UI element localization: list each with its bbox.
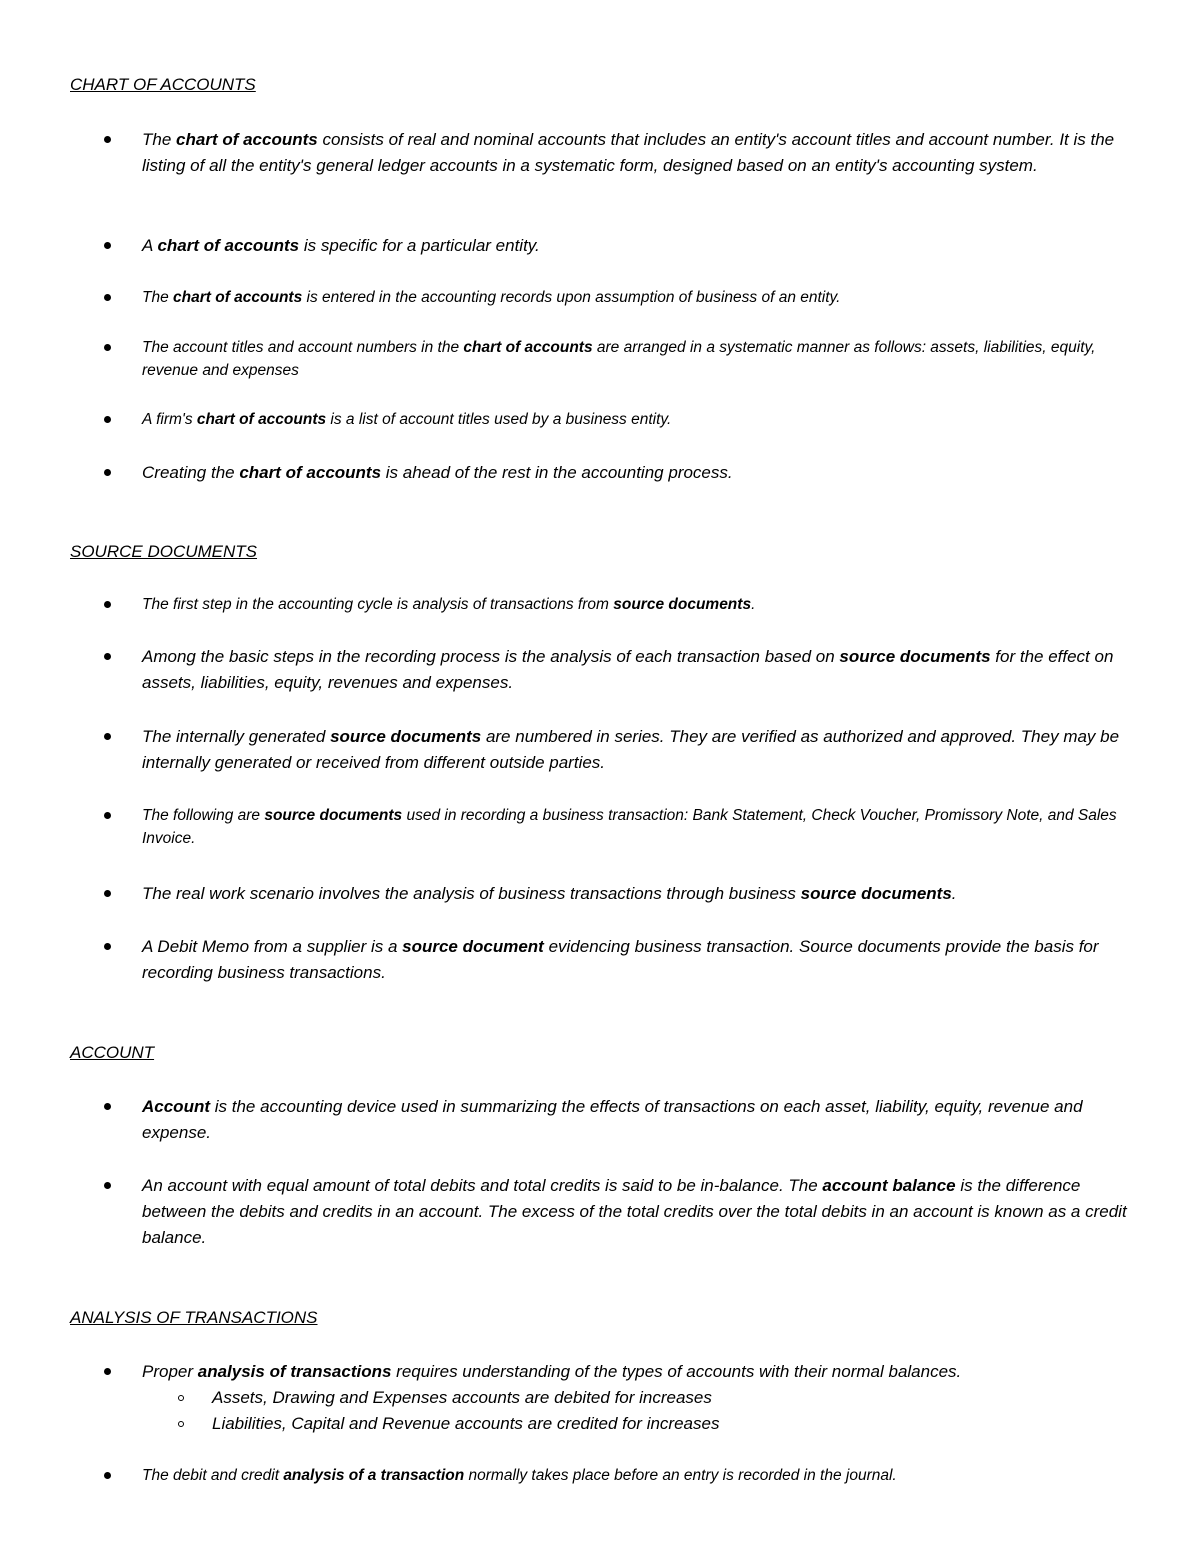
list-item: A chart of accounts is specific for a particular entity. [142, 236, 540, 255]
list-item: The internally generated source documents are numbered in series. They are verified as authorized and approved. They may be internally generated or received from different outside parties. [142, 727, 1120, 772]
circle-bullet-icon [178, 1421, 184, 1427]
section-heading-analysis-of-transactions: ANALYSIS OF TRANSACTIONS [70, 1308, 318, 1327]
list-item: A firm's chart of accounts is a list of account titles used by a business entity. [142, 411, 672, 428]
bullet-icon [104, 733, 111, 740]
bullet-icon [104, 601, 111, 608]
bullet-icon [104, 242, 111, 249]
list-item: The account titles and account numbers in the chart of accounts are arranged in a systematic manner as follows: assets, liabilities, equity, revenue and expenses [142, 339, 1096, 379]
list-item: Account is the accounting device used in summarizing the effects of transactions on each asset, liability, equity, revenue and expense. [142, 1097, 1083, 1142]
circle-bullet-icon [178, 1395, 184, 1401]
bullet-icon [104, 1368, 111, 1375]
list-item: The chart of accounts is entered in the accounting records upon assumption of business of an entity. [142, 289, 841, 306]
list-item: The chart of accounts consists of real and nominal accounts that includes an entity's account titles and account number. It is the listing of all the entity's general ledger accounts in a systematic form, designed based on an entity's accounting system. [142, 130, 1115, 175]
bullet-icon [104, 136, 111, 143]
list-item: A Debit Memo from a supplier is a source document evidencing business transaction. Source documents provide the basis for recording business transactions. [142, 937, 1099, 982]
list-item: Among the basic steps in the recording process is the analysis of each transaction based on source documents for the effect on assets, liabilities, equity, revenues and expenses. [142, 647, 1114, 692]
list-item: An account with equal amount of total debits and total credits is said to be in-balance. The account balance is the difference between the debits and credits in an account. The excess of the total credits over the total debits in an account is known as a credit balance. [142, 1176, 1127, 1247]
bullet-icon [104, 1103, 111, 1110]
sub-list-item: Liabilities, Capital and Revenue accounts are credited for increases [212, 1414, 720, 1433]
list-item: The first step in the accounting cycle is analysis of transactions from source documents. [142, 596, 756, 613]
list-item: The debit and credit analysis of a transaction normally takes place before an entry is recorded in the journal. [142, 1467, 897, 1484]
sub-list-item: Assets, Drawing and Expenses accounts are debited for increases [212, 1388, 712, 1407]
bullet-icon [104, 812, 111, 819]
bullet-icon [104, 653, 111, 660]
section-heading-account: ACCOUNT [70, 1043, 155, 1062]
list-item: The real work scenario involves the analysis of business transactions through business source documents. [142, 884, 957, 903]
list-item: Proper analysis of transactions requires understanding of the types of accounts with their normal balances. [142, 1362, 962, 1381]
list-item: The following are source documents used in recording a business transaction: Bank Statement, Check Voucher, Promissory Note, and Sales Invoice. [142, 807, 1117, 847]
bullet-icon [104, 344, 111, 351]
bullet-icon [104, 890, 111, 897]
bullet-icon [104, 1472, 111, 1479]
bullet-icon [104, 943, 111, 950]
section-heading-source-documents: SOURCE DOCUMENTS [70, 542, 258, 561]
bullet-icon [104, 1182, 111, 1189]
bullet-icon [104, 469, 111, 476]
list-item: Creating the chart of accounts is ahead of the rest in the accounting process. [142, 463, 733, 482]
section-heading-chart-of-accounts: CHART OF ACCOUNTS [70, 75, 256, 94]
bullet-icon [104, 416, 111, 423]
bullet-icon [104, 294, 111, 301]
